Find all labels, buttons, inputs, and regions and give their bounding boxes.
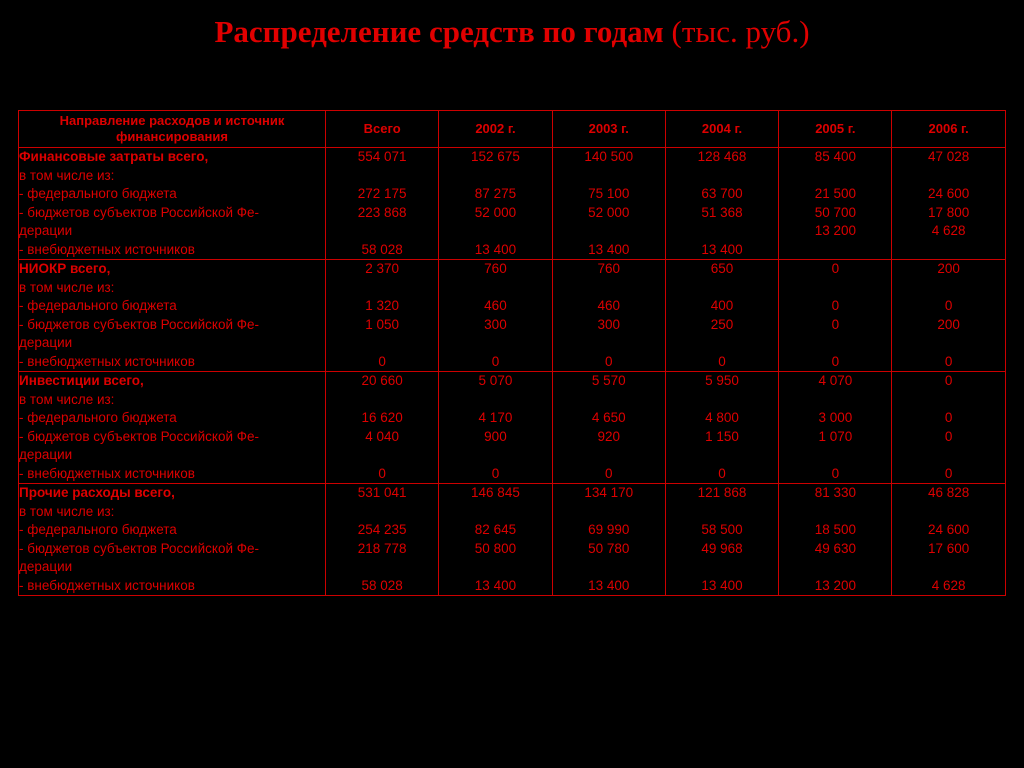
value-cell-2006 [892,372,1005,484]
value: 13 400 [474,577,517,593]
value: 13 400 [474,241,517,257]
value: 0 [831,298,840,313]
value: 58 028 [361,577,403,593]
value [553,222,665,241]
row-label-line: - бюджетов субъектов Российской Фе- [19,316,260,332]
value [439,558,551,577]
value-cell-2003 [552,260,665,372]
value: 13 200 [814,577,856,593]
value: 200 [937,316,960,332]
value [439,222,551,241]
value [439,167,551,186]
row-label-line: - федерального бюджета [19,298,177,313]
header-year-2003: 2003 г. [552,111,665,148]
value-cell-2003 [552,484,665,596]
value [779,241,891,260]
value: 13 200 [814,223,856,238]
value-cell-2003 [552,372,665,484]
value [666,446,778,465]
row-label-line: Финансовые затраты всего, [19,149,209,164]
value: 1 320 [365,298,400,313]
value: 0 [831,316,840,332]
value-cell-2004 [665,260,778,372]
row-label-line: - бюджетов субъектов Российской Фе- [19,204,260,220]
value [326,391,438,410]
value: 1 150 [705,428,739,444]
value [326,167,438,186]
value [892,241,1004,260]
value: 760 [597,261,620,276]
value [326,446,438,465]
value [326,279,438,298]
value [553,334,665,353]
value-cell-2002 [439,372,552,484]
value: 4 628 [931,223,966,238]
header-direction: Направление расходов и источник финансирования [19,111,326,148]
value: 0 [944,465,953,481]
value [553,446,665,465]
title-main: Распределение средств по годам [214,14,664,49]
value: 85 400 [814,149,856,164]
value: 152 675 [471,149,520,164]
header-year-2004: 2004 г. [665,111,778,148]
value: 13 400 [588,577,630,593]
value [892,391,1004,410]
row-label-cell [19,372,326,484]
title-unit: (тыс. руб.) [671,14,810,49]
value [666,222,778,241]
value: 900 [484,428,507,444]
value: 0 [604,353,613,369]
row-label-line: в том числе из: [19,167,115,183]
value [779,503,891,522]
row-label-line: Прочие расходы всего, [19,485,175,500]
value: 650 [710,261,734,276]
header-total: Всего [326,111,439,148]
value: 5 570 [591,373,626,388]
value-cell-total [326,372,439,484]
value: 4 170 [478,410,513,425]
value: 13 400 [701,577,743,593]
value: 400 [710,298,734,313]
value: 49 630 [814,540,856,556]
value: 4 070 [818,373,853,388]
value: 52 000 [588,204,630,220]
value-cell-2002 [439,260,552,372]
value: 50 800 [474,540,517,556]
value: 69 990 [588,522,630,537]
value: 531 041 [357,485,407,500]
value: 1 070 [818,428,853,444]
value-cell-2004 [665,372,778,484]
value [892,558,1004,577]
row-label-line: Инвестиции всего, [19,373,144,388]
row-label-line: дерации [19,447,73,462]
row-label-line: дерации [19,335,73,350]
value [553,167,665,186]
row-label-cell [19,148,326,260]
value [553,279,665,298]
value: 58 500 [701,522,743,537]
value [892,167,1004,186]
value-cell-2006 [892,484,1005,596]
value: 121 868 [697,485,747,500]
section-rnd [19,260,1006,372]
row-label-line: - внебюджетных источников [19,241,195,257]
section-other-expenses [19,484,1006,596]
value: 16 620 [361,410,403,425]
value: 140 500 [584,149,634,164]
page-title [0,12,1024,52]
row-label-line: в том числе из: [19,503,115,519]
value: 81 330 [814,485,856,500]
row-label-line: - федерального бюджета [19,522,177,537]
value [779,279,891,298]
value: 218 778 [357,540,407,556]
value [439,391,551,410]
value [779,167,891,186]
value [779,446,891,465]
value: 20 660 [361,373,403,388]
value [326,503,438,522]
value: 146 845 [471,485,520,500]
header-year-2002: 2002 г. [439,111,552,148]
value: 2 370 [365,261,400,276]
value [892,334,1004,353]
value: 300 [597,316,620,332]
row-label-line: - внебюджетных источников [19,353,195,369]
section-financial-costs [19,148,1006,260]
value: 24 600 [927,522,970,537]
value: 200 [937,261,960,276]
value: 0 [378,465,386,481]
value-cell-total [326,148,439,260]
value [666,334,778,353]
value: 250 [710,316,734,332]
value [326,334,438,353]
value: 18 500 [814,522,856,537]
value: 0 [718,353,726,369]
table-header-row [19,111,1006,148]
value [666,167,778,186]
value [666,391,778,410]
value: 223 868 [357,204,407,220]
value: 460 [597,298,620,313]
value: 75 100 [588,186,630,201]
value: 58 028 [361,241,403,257]
value: 0 [831,465,840,481]
value: 87 275 [474,186,517,201]
value: 13 400 [588,241,630,257]
value: 300 [484,316,507,332]
value: 254 235 [357,522,407,537]
value [326,222,438,241]
value: 51 368 [701,204,743,220]
value: 554 071 [357,149,407,164]
value [326,558,438,577]
value: 0 [944,428,953,444]
row-label-line: НИОКР всего, [19,261,111,276]
value: 760 [484,261,507,276]
value: 4 628 [931,577,966,593]
value-cell-2002 [439,148,552,260]
value: 0 [944,353,953,369]
value: 47 028 [927,149,970,164]
row-label-line: - федерального бюджета [19,410,177,425]
value: 0 [378,353,386,369]
value: 50 700 [814,204,856,220]
value: 0 [831,353,840,369]
value: 5 070 [478,373,513,388]
value [439,334,551,353]
budget-table [18,110,1006,596]
value-cell-2006 [892,148,1005,260]
value [553,558,665,577]
value: 460 [484,298,507,313]
value [439,279,551,298]
value: 0 [944,373,953,388]
value [779,334,891,353]
value: 13 400 [701,241,743,257]
value-cell-2003 [552,148,665,260]
row-label-line: - бюджетов субъектов Российской Фе- [19,428,260,444]
value: 0 [718,465,726,481]
value: 82 645 [474,522,517,537]
value: 3 000 [818,410,853,425]
value-cell-2005 [779,260,892,372]
row-label-cell [19,484,326,596]
value-cell-2006 [892,260,1005,372]
value: 24 600 [927,186,970,201]
value: 4 650 [591,410,626,425]
value: 134 170 [584,485,634,500]
value [779,391,891,410]
value: 0 [944,298,953,313]
value: 0 [604,465,613,481]
value: 0 [491,465,500,481]
value [892,279,1004,298]
row-label-line: дерации [19,223,73,238]
header-year-2005: 2005 г. [779,111,892,148]
value: 52 000 [474,204,517,220]
value: 0 [491,353,500,369]
value: 49 968 [701,540,743,556]
value-cell-2005 [779,372,892,484]
value: 21 500 [814,186,856,201]
value: 1 050 [365,316,400,332]
value-cell-2002 [439,484,552,596]
value-cell-total [326,484,439,596]
value: 4 040 [365,428,400,444]
value: 5 950 [705,373,739,388]
value-cell-total [326,260,439,372]
value [892,503,1004,522]
value: 50 780 [588,540,630,556]
row-label-line: в том числе из: [19,279,115,295]
header-year-2006: 2006 г. [892,111,1005,148]
row-label-line: дерации [19,559,73,574]
value: 0 [831,261,840,276]
value [439,446,551,465]
value [553,503,665,522]
row-label-line: - федерального бюджета [19,186,177,201]
value: 0 [944,410,953,425]
value-cell-2005 [779,148,892,260]
value: 128 468 [697,149,747,164]
value: 4 800 [705,410,739,425]
value: 272 175 [357,186,407,201]
value [779,558,891,577]
value [439,503,551,522]
row-label-cell [19,260,326,372]
value [666,279,778,298]
row-label-line: - внебюджетных источников [19,577,195,593]
value-cell-2005 [779,484,892,596]
value [666,558,778,577]
value: 63 700 [701,186,743,201]
row-label-line: - внебюджетных источников [19,465,195,481]
value [553,391,665,410]
value-cell-2004 [665,484,778,596]
row-label-line: - бюджетов субъектов Российской Фе- [19,540,260,556]
value [666,503,778,522]
value: 920 [597,428,620,444]
value: 17 600 [927,540,970,556]
value: 46 828 [927,485,970,500]
row-label-line: в том числе из: [19,391,115,407]
section-investments [19,372,1006,484]
value [892,446,1004,465]
value: 17 800 [927,204,970,220]
value-cell-2004 [665,148,778,260]
